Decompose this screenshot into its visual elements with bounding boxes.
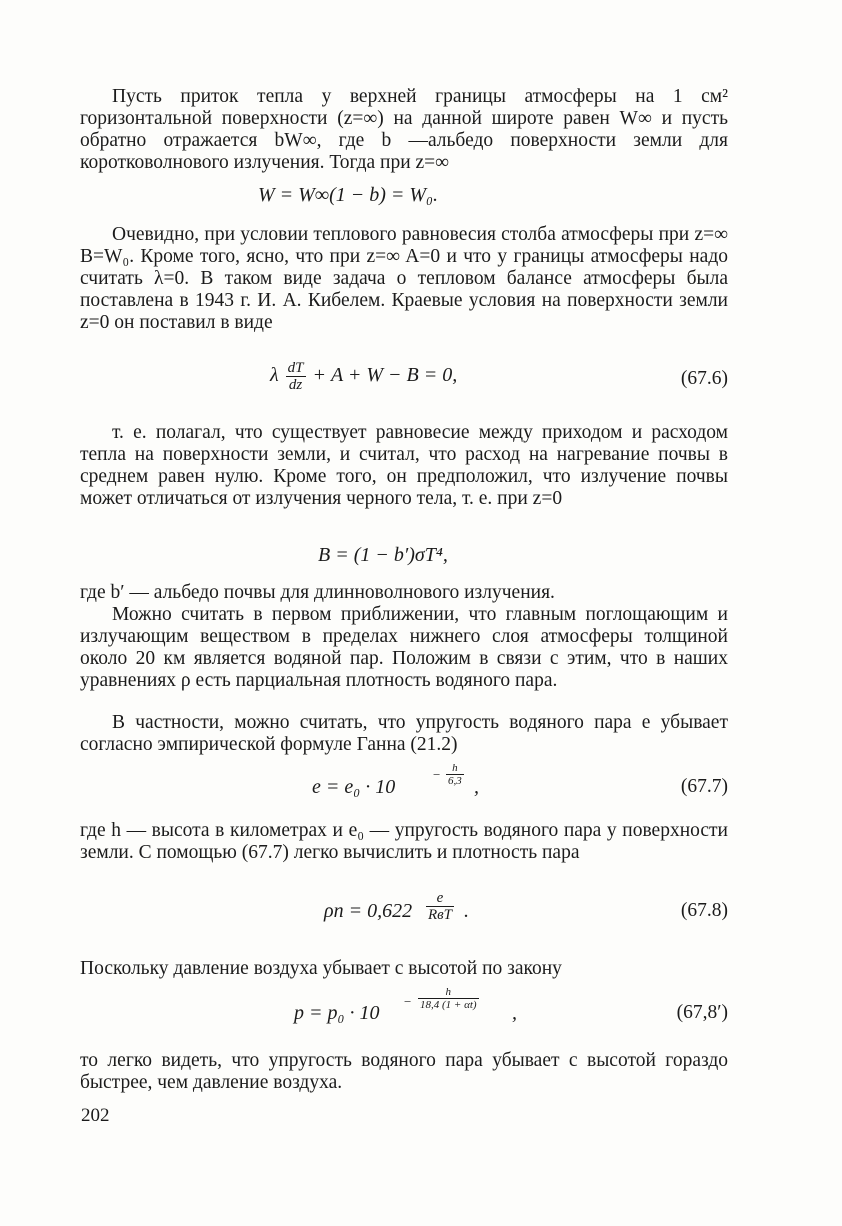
eq5-tail: . [464, 900, 469, 922]
eq5-lhs: ρп = 0,622 [324, 900, 413, 922]
eq2-fraction [286, 360, 306, 393]
equation-number-67-8-prime: (67,8′) [676, 1002, 728, 1023]
eq4-exp-numerator: h [446, 762, 464, 775]
equation-number-67-7: (67.7) [680, 776, 728, 797]
equation-number-67-8: (67.8) [680, 900, 728, 921]
eq6-tail: , [512, 1002, 517, 1024]
equation-67-8-prime [294, 986, 728, 1026]
paragraph-2: Очевидно, при условии теплового равновесия столба атмосферы при z=∞ B=W₀. Кроме того, ясно, что при z=∞ A=0 и что у границы атмосферы надо считать λ=0. В таком виде задача о тепловом балансе атмосферы была поставлена в 1943 г. И. А. Кибелем. Краевые условия на поверхности земли z=0 он поставил в виде [80, 224, 728, 333]
paragraph-9: то легко видеть, что упругость водяного пара убывает с высотой гораздо быстрее, чем давление воздуха. [80, 1050, 728, 1093]
paragraph-7: где h — высота в километрах и e₀ — упругость водяного пара у поверхности земли. С помощью (67.7) легко вычислить и плотность пара [80, 820, 728, 863]
paragraph-6: В частности, можно считать, что упругость водяного пара e убывает согласно эмпирической формуле Ганна (21.2) [80, 712, 728, 755]
page-number: 202 [81, 1105, 110, 1126]
eq4-lhs: e = e₀ · 10 [312, 776, 396, 798]
equation-67-7 [312, 762, 728, 798]
equation-1 [258, 184, 438, 207]
eq5-denominator: RвT [428, 907, 453, 923]
paragraph-8: Поскольку давление воздуха убывает с высотой по закону [80, 958, 562, 979]
eq6-lhs: p = p₀ · 10 [294, 1002, 380, 1024]
equation-3 [318, 544, 448, 567]
eq2-lambda: λ [270, 364, 279, 387]
eq6-exp-denominator: 18,4 (1 + αt) [420, 999, 477, 1011]
paragraph-3: т. е. полагал, что существует равновесие между приходом и расходом тепла на поверхности земли, и считал, что расход на нагревание почвы в среднем равен нулю. Кроме того, он предположил, что излучение почвы может отличаться от излучения черного тела, т. е. при z=0 [80, 422, 728, 509]
eq2-numerator: dT [287, 360, 304, 376]
eq4-tail: , [474, 776, 479, 798]
equation-1-text: W = W∞(1 − b) = W₀. [258, 184, 438, 206]
equation-3-text: B = (1 − b′)σT⁴, [318, 544, 448, 566]
eq2-denominator: dz [288, 377, 303, 393]
paragraph-5: Можно считать в первом приближении, что главным поглощающим и излучающим веществом в пределах нижнего слоя атмосферы толщиной около 20 км является водяной пар. Положим в связи с этим, что в наших уравнениях ρ есть парциальная плотность водяного пара. [80, 604, 728, 691]
paragraph-4: где b′ — альбедо почвы для длинноволнового излучения. [80, 582, 555, 603]
eq5-fraction [426, 890, 454, 923]
eq4-exp-minus: − [433, 767, 441, 782]
eq2-rest: + A + W − B = 0, [312, 364, 458, 387]
eq6-exp-numerator: h [418, 986, 479, 999]
eq5-numerator: e [426, 890, 454, 907]
eq4-exp-denominator: 6,3 [448, 775, 462, 787]
paragraph-1: Пусть приток тепла у верхней границы атмосферы на 1 см² горизонтальной поверхности (z=∞) на данной широте равен W∞ и пусть обратно отражается bW∞, где b —альбедо поверхности земли для коротковолнового излучения. Тогда при z=∞ [80, 86, 728, 173]
equation-67-6 [270, 360, 728, 393]
eq6-exp-minus: − [404, 994, 412, 1009]
equation-number-67-6: (67.6) [680, 368, 728, 389]
equation-67-8 [324, 888, 728, 932]
eq6-exponent [418, 986, 479, 1011]
eq4-exponent [446, 762, 464, 787]
